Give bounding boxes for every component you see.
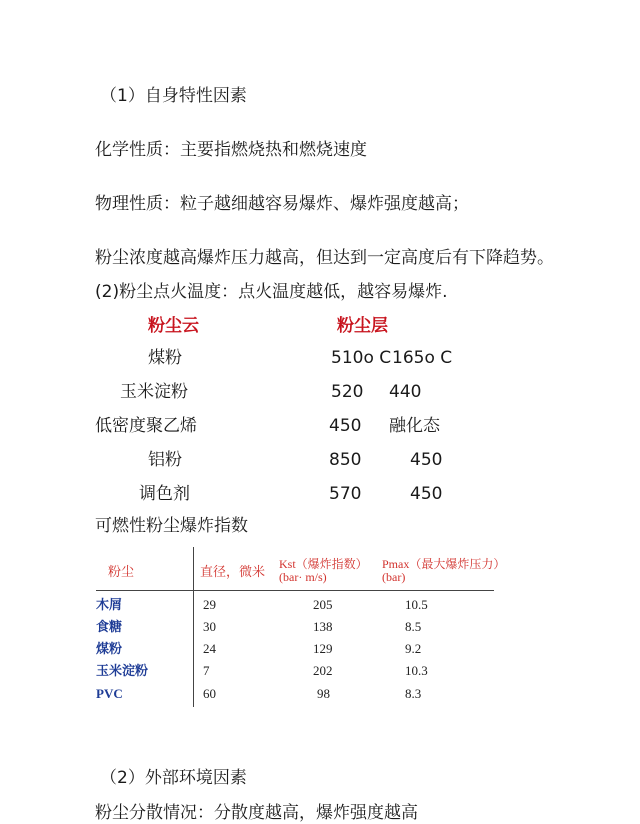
row-diameter: 7: [203, 663, 210, 678]
ignition-row-cloud: 570: [329, 484, 362, 504]
explosion-index-title: 可燃性粉尘爆炸指数: [95, 516, 248, 536]
ignition-row-name: 玉米淀粉: [120, 382, 188, 402]
ignition-row-name: 铝粉: [148, 450, 182, 470]
col-header-dust: 粉尘: [108, 564, 135, 579]
row-diameter: 24: [203, 641, 216, 656]
row-dust-name: PVC: [96, 686, 123, 701]
row-pmax: 10.5: [405, 597, 428, 612]
ignition-row-name: 低密度聚乙烯: [95, 416, 197, 436]
ignition-temperature-text: (2)粉尘点火温度：点火温度越低，越容易爆炸.: [95, 282, 448, 302]
section-1-title: （1）自身特性因素: [100, 86, 247, 106]
row-pmax: 9.2: [405, 641, 422, 656]
row-pmax: 8.5: [405, 619, 422, 634]
row-diameter: 60: [203, 686, 216, 701]
col-header-pmax-unit: (bar): [382, 570, 406, 584]
dispersion-text: 粉尘分散情况：分散度越高，爆炸强度越高: [95, 803, 418, 823]
ignition-row-cloud: 520: [331, 382, 364, 402]
col-header-pmax: Pmax（最大爆炸压力）: [382, 557, 506, 571]
row-diameter: 29: [203, 597, 216, 612]
ignition-row-layer: 440: [389, 382, 422, 402]
ignition-row-name: 煤粉: [148, 348, 182, 368]
row-pmax: 8.3: [405, 686, 422, 701]
chemical-property-text: 化学性质：主要指燃烧热和燃烧速度: [95, 140, 367, 160]
col-header-diameter: 直径，微米: [200, 564, 266, 579]
row-kst: 129: [313, 641, 333, 656]
row-diameter: 30: [203, 619, 216, 634]
ignition-row-cloud: 450: [329, 416, 362, 436]
ignition-row-name: 调色剂: [139, 484, 190, 504]
ignition-row-cloud: 510o C: [331, 348, 392, 368]
explosion-index-table: [96, 545, 506, 715]
row-kst: 138: [313, 619, 333, 634]
section-2-title: （2）外部环境因素: [100, 768, 247, 788]
table-header-divider: [96, 590, 494, 591]
table-vertical-divider: [193, 547, 194, 707]
row-kst: 205: [313, 597, 333, 612]
col-header-kst: Kst（爆炸指数）: [279, 557, 368, 571]
col-header-kst-unit: (bar· m/s): [279, 570, 327, 584]
row-kst: 98: [317, 686, 330, 701]
ignition-row-layer: 165o C: [392, 348, 453, 368]
row-dust-name: 食糖: [96, 619, 123, 634]
row-dust-name: 玉米淀粉: [96, 663, 149, 678]
row-dust-name: 煤粉: [96, 641, 123, 656]
ignition-row-cloud: 850: [329, 450, 362, 470]
ignition-row-layer: 450: [410, 484, 443, 504]
row-kst: 202: [313, 663, 333, 678]
header-dust-layer: 粉尘层: [337, 316, 388, 336]
header-dust-cloud: 粉尘云: [148, 316, 199, 336]
row-pmax: 10.3: [405, 663, 428, 678]
ignition-row-layer: 融化态: [389, 416, 440, 436]
concentration-text: 粉尘浓度越高爆炸压力越高，但达到一定高度后有下降趋势。: [95, 248, 554, 268]
ignition-row-layer: 450: [410, 450, 443, 470]
row-dust-name: 木屑: [96, 597, 123, 612]
physical-property-text: 物理性质：粒子越细越容易爆炸、爆炸强度越高；: [95, 194, 469, 214]
